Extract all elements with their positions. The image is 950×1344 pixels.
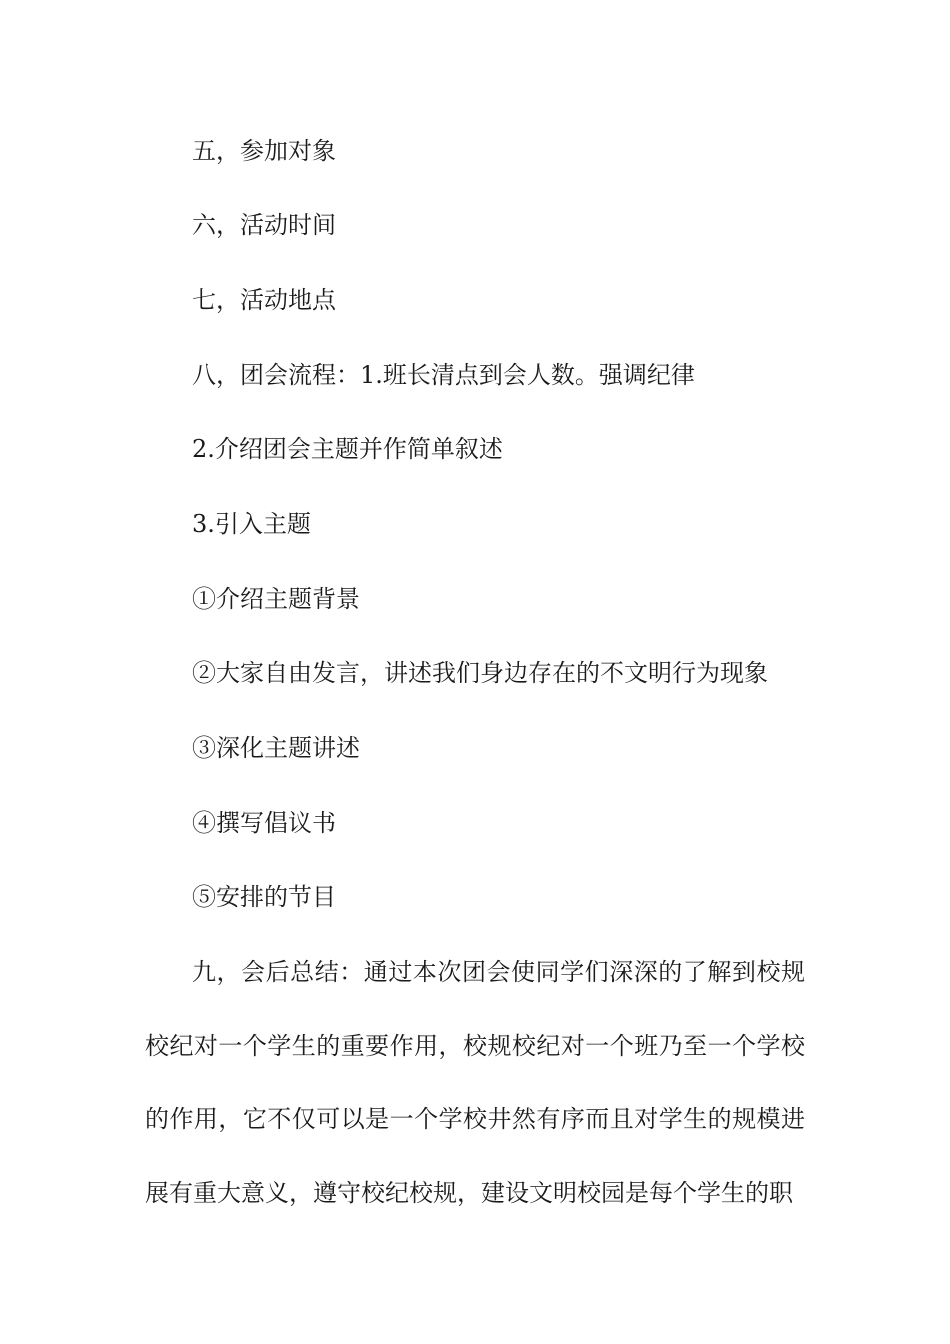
section-location: 七，活动地点 [192,286,336,314]
sub-item-2: ②大家自由发言，讲述我们身边存在的不文明行为现象 [192,659,768,687]
process-step-2: 2.介绍团会主题并作简单叙述 [192,435,503,463]
sub-item-4: ④撰写倡议书 [192,809,336,837]
section-time: 六，活动时间 [192,211,336,239]
summary-paragraph: 九，会后总结：通过本次团会使同学们深深的了解到校规校纪对一个学生的重要作用，校规校纪对一个班乃至一个学校的作用，它不仅可以是一个学校井然有序而且对学生的规模进展有重大意义，遵守校纪校规，建设文明校园是每个学生的职 [145,958,805,1207]
process-step-3: 3.引入主题 [192,510,311,538]
sub-item-1: ①介绍主题背景 [192,585,360,613]
sub-item-5: ⑤安排的节目 [192,883,336,911]
section-process: 八，团会流程：1.班长清点到会人数。强调纪律 [192,361,695,389]
sub-item-3: ③深化主题讲述 [192,734,360,762]
section-participants: 五，参加对象 [192,137,336,165]
